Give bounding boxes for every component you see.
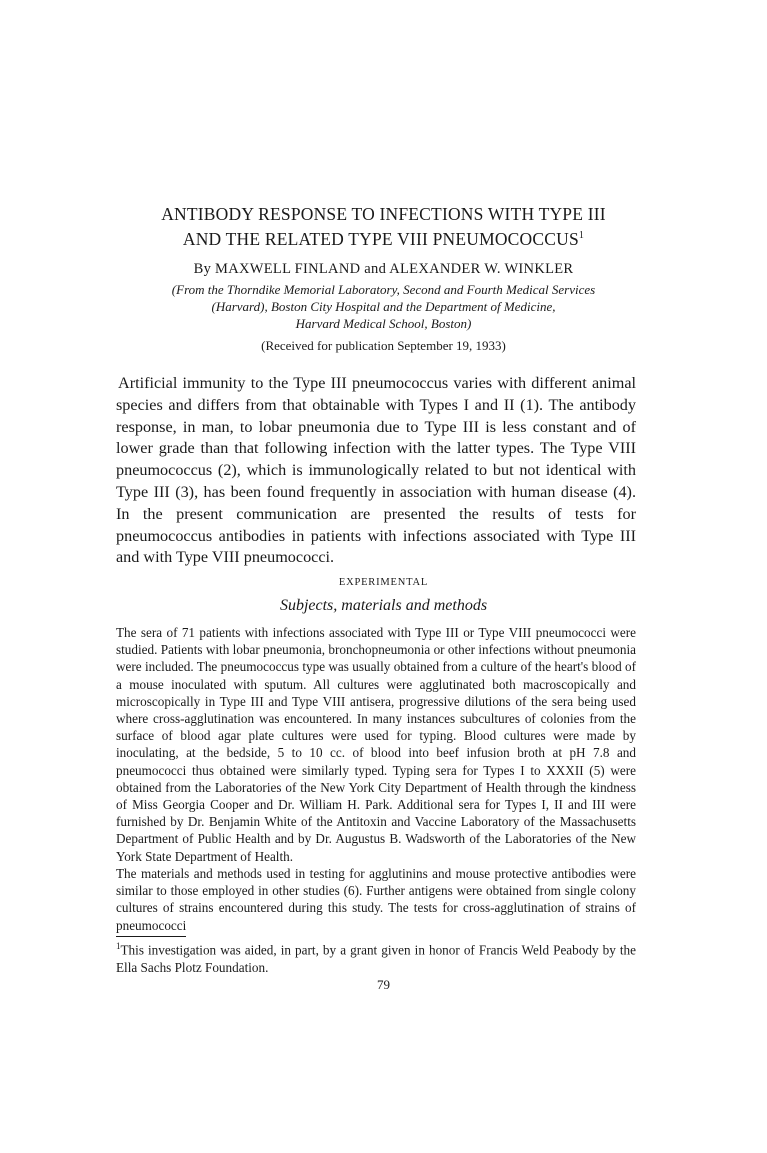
author-affiliation <box>110 281 657 332</box>
section-heading: EXPERIMENTAL <box>338 577 429 588</box>
article-title-line-2-text: AND THE RELATED TYPE VIII PNEUMOCOCCUS <box>182 228 579 249</box>
footnote-marker: 1 <box>116 941 121 951</box>
intro-paragraph: Artificial immunity to the Type III pneumococcus varies with different animal species and differs from that obtainable with Types I and II (1). The antibody response, in man, to lobar pneumonia due to Type III is less constant and of lower grade than that following infection with the latter types. The Type VIII pneumococcus (2), which is immunologically related to but not identical with Type III (3), has been found frequently in association with human disease (4). In the present communication are presented the results of tests for pneumococcus antibodies in patients with infections associated with Type III and with Type VIII pneumococci. <box>116 374 636 567</box>
affiliation-line-2: (Harvard), Boston City Hospital and the Department of Medicine, <box>211 299 556 314</box>
page-number: 79 <box>377 977 390 992</box>
received-date: (Received for publication September 19, 1933) <box>261 338 506 353</box>
footnote-rule <box>116 936 186 937</box>
body-paragraph-1: The sera of 71 patients with infections associated with Type III or Type VIII pneumococci were studied. Patients with lobar pneumonia, bronchopneumonia or other infections without pneumonia were included. The pneumococcus type was usually obtained from a culture of the heart's blood of a mouse inoculated with sputum. All cultures were agglutinated both macroscopically and microscopically in Type III and Type VIII antisera, progressive dilutions of the sera being used where cross-agglutination was encountered. In many instances subcultures of colonies from the surface of blood agar plate cultures were used for typing. Blood cultures were made by inoculating, at the bedside, 5 to 10 cc. of blood into beef infusion broth at pH 7.8 and pneumococci thus obtained were similarly typed. Typing sera for Types I to XXXII (5) were obtained from the Laboratories of the New York City Department of Health through the kindness of Miss Georgia Cooper and Dr. William H. Park. Additional sera for Types I, II and III were furnished by Dr. Benjamin White of the Antitoxin and Vaccine Laboratory of the Massachusetts Department of Public Health and by Dr. Augustus B. Wadsworth of the Laboratories of the New York State Department of Health. <box>116 625 636 864</box>
affiliation-line-1: (From the Thorndike Memorial Laboratory, Second and Fourth Medical Services <box>171 282 596 297</box>
article-title-line-1: ANTIBODY RESPONSE TO INFECTIONS WITH TYPE III <box>161 204 606 224</box>
article-title-line-2 <box>60 225 707 250</box>
subsection-heading: Subjects, materials and methods <box>279 597 488 614</box>
affiliation-line-3: Harvard Medical School, Boston) <box>295 316 472 331</box>
title-footnote-marker: 1 <box>578 230 585 241</box>
body-paragraph-2: The materials and methods used in testing for agglutinins and mouse protective antibodies were similar to those employed in other studies (6). Further antigens were obtained from single colony cultures of strains encountered during this study. The tests for cross-agglutination of strains of pneumococci <box>116 866 636 933</box>
article-title <box>60 204 707 250</box>
footnote <box>116 938 636 976</box>
footnote-text: This investigation was aided, in part, by a grant given in honor of Francis Weld Peabody by the Ella Sachs Plotz Foundation. <box>116 942 636 975</box>
author-byline: By MAXWELL FINLAND and ALEXANDER W. WINKLER <box>193 261 574 277</box>
